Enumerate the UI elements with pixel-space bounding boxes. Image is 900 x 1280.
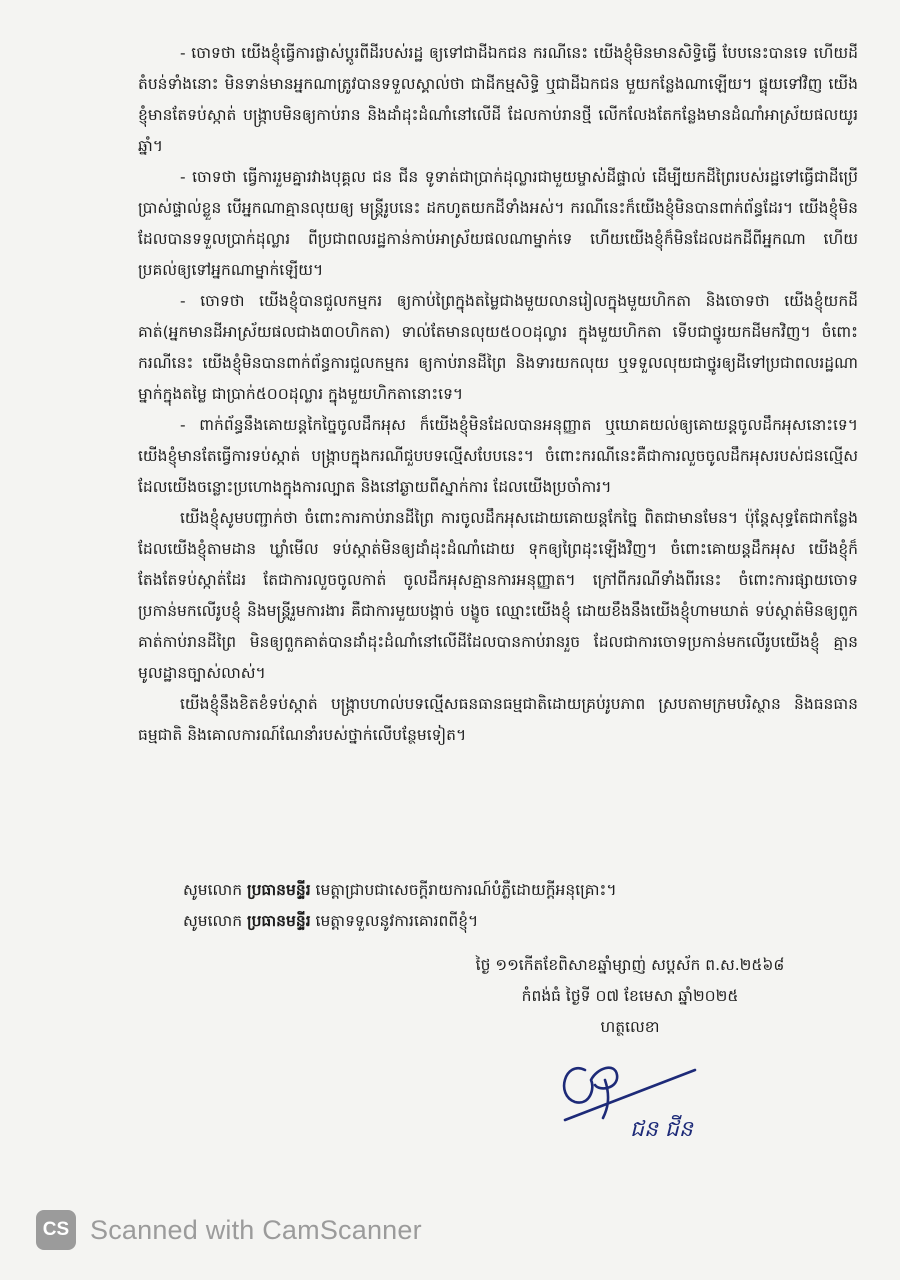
solar-date: កំពង់ធំ ថ្ងៃទី ០៧ ខែមេសា ឆ្នាំ២០២៥ [521, 987, 739, 1005]
closing-line-1-rest: មេត្តាជ្រាបជាសេចក្តីរាយការណ៍បំភ្លឺដោយក្តីអនុគ្រោះ។ [310, 881, 617, 899]
closing-line-2-prefix: សូមលោក [183, 912, 247, 930]
paragraph-1: - ចោទថា យើងខ្ញុំធ្វើការផ្លាស់ប្តូរពីដីរបស់រដ្ឋ ឲ្យទៅជាដីឯកជន ករណីនេះ យើងខ្ញុំមិនមានសិទ្ធិធ្វើ បែបនេះបានទេ ហើយដីតំបន់ទាំងនោះ មិនទាន់មានអ្នកណាត្រូវបានទទួលស្គាល់ថា ជាដីកម្មសិទ្ធិ ឬជាដីឯកជន មួយកន្លែងណាឡើយ។ ផ្ទុយទៅវិញ យើងខ្ញុំមានតែទប់ស្កាត់ បង្ក្រាបមិនឲ្យកាប់រាន និងដាំដុះដំណាំនៅលើដី ដែលកាប់រានថ្មី លើកលែងតែកន្លែងមានដំណាំអាស្រ័យផលយូរឆ្នាំ។ [138, 44, 858, 155]
watermark-text: Scanned with CamScanner [90, 1214, 422, 1245]
signer-name: ជន ជីន [630, 1117, 693, 1142]
paragraph-6: យើងខ្ញុំនឹងខិតខំទប់ស្កាត់ បង្ក្រាបហាល់បទល្មើសធនធានធម្មជាតិដោយគ្រប់រូបភាព ស្របតាមក្រមបរិស្ថាន និងធនធានធម្មជាតិ និងគោលការណ៍ណែនាំរបស់ថ្នាក់លើបន្ថែមទៀត។ [138, 695, 858, 744]
closing-lines [183, 875, 843, 937]
lunar-date: ថ្ងៃ ១១កើតខែពិសាខឆ្នាំម្សាញ់ សប្តស័ក ព.ស.២៥៦៨ [475, 956, 785, 974]
paragraph-3: - ចោទថា យើងខ្ញុំបានជួលកម្មករ ឲ្យកាប់ព្រៃក្នុងតម្លៃជាងមួយលានរៀលក្នុងមួយហិកតា និងចោទថា យើងខ្ញុំយកដីគាត់(អ្នកមានដីអាស្រ័យផលជាង៣០ហិកតា) ទាល់តែមានលុយ៥០០ដុល្លារ ក្នុងមួយហិកតា ទើបជាថ្នូរយកដីមកវិញ។ ចំពោះករណីនេះ យើងខ្ញុំមិនបានពាក់ព័ន្ធការជួលកម្មករ ឲ្យកាប់រានដីព្រៃ និងទារយកលុយ ឬទទួលលុយជាថ្នូរឲ្យដីទៅប្រជាពលរដ្ឋណាម្នាក់ក្នុងតម្លៃ ជាប្រាក់៥០០ដុល្លារ ក្នុងមួយហិកតានោះទេ។ [138, 292, 858, 403]
closing-line-2-rest: មេត្តាទទួលនូវការគោរពពីខ្ញុំ។ [310, 912, 479, 930]
closing-line-1-title: ប្រធានមន្ទីរ [246, 881, 311, 899]
paragraph-4: - ពាក់ព័ន្ធនឹងគោយន្តកៃច្នៃចូលដឹកអុស ក៏យើងខ្ញុំមិនដែលបានអនុញ្ញាត ឬឃោគយល់ឲ្យគោយន្តចូលដឹកអុសនោះទេ។ យើងខ្ញុំមានតែធ្វើការទប់ស្កាត់ បង្ក្រាបក្នុងករណីជួបបទល្មើសបែបនេះ។ ចំពោះករណីនេះគឺជាការលួចចូលដឹកអុសរបស់ជនល្មើស ដែលយើងចន្លោះប្រហោងក្នុងការល្បាត និងនៅឆ្ងាយពីស្នាក់ការ ដែលយើងប្រចាំការ។ [138, 416, 858, 496]
closing-line-2 [183, 906, 843, 937]
signature-label: ហត្ថលេខា [600, 1018, 660, 1036]
closing-line-1-prefix: សូមលោក [183, 881, 247, 899]
paragraph-2: - ចោទថា ធ្វើការរួមគ្នារវាងបុគ្គល ជន ជីន ទូទាត់ជាប្រាក់ដុល្លារជាមួយម្ចាស់ដីផ្ទាល់ ដើម្បីយកដីព្រៃរបស់រដ្ឋទៅធ្វើជាដីប្រើប្រាស់ផ្ទាល់ខ្លួន បើអ្នកណាគ្មានលុយឲ្យ មន្ត្រីរូបនេះ ដកហូតយកដីទាំងអស់។ ករណីនេះក៏យើងខ្ញុំមិនបានពាក់ព័ន្ធដែរ។ យើងខ្ញុំមិនដែលបានទទួលប្រាក់ដុល្លារ ពីប្រជាពលរដ្ឋកាន់កាប់អាស្រ័យផលណាម្នាក់ទេ ហើយយើងខ្ញុំក៏មិនដែលដកដីពីអ្នកណា ហើយប្រគល់ឲ្យទៅអ្នកណាម្នាក់ឡើយ។ [138, 168, 858, 279]
paragraph-5: យើងខ្ញុំសូមបញ្ជាក់ថា ចំពោះការកាប់រានដីព្រៃ ការចូលដឹកអុសដោយគោយន្តកែច្នៃ ពិតជាមានមែន។ ប៉ុន្តែសុទ្ធតែជាកន្លែងដែលយើងខ្ញុំតាមដាន ឃ្លាំមើល ទប់ស្កាត់មិនឲ្យដាំដុះដំណាំដោយ ទុកឲ្យព្រៃដុះឡើងវិញ។ ចំពោះគោយន្តដឹកអុស យើងខ្ញុំក៏តែងតែទប់ស្កាត់ដែរ តែជាការលួចចូលកាត់ ចូលដឹកអុសគ្មានការអនុញ្ញាត។ ក្រៅពីករណីទាំងពីរនេះ ចំពោះការផ្សាយចោទប្រកាន់មកលើរូបខ្ញុំ និងមន្ត្រីរួមការងារ គឺជាការមួយបង្កាច់ បង្ខូច ឈ្មោះយើងខ្ញុំ ដោយខឹងនឹងយើងខ្ញុំហាមឃាត់ ទប់ស្កាត់មិនឲ្យពួកគាត់កាប់រានដីព្រៃ មិនឲ្យពួកគាត់បានដាំដុះដំណាំនៅលើដីដែលបានកាប់រានរួច ដែលជាការចោទប្រកាន់មកលើរូបយើងខ្ញុំ គ្មានមូលដ្ឋានច្បាស់លាស់។ [138, 509, 858, 682]
closing-line-1 [183, 875, 843, 906]
camscanner-logo-icon: CS [36, 1210, 76, 1250]
letter-body [138, 38, 858, 751]
closing-line-2-title: ប្រធានមន្ទីរ [246, 912, 311, 930]
camscanner-watermark [36, 1208, 422, 1252]
date-block [395, 950, 865, 1043]
